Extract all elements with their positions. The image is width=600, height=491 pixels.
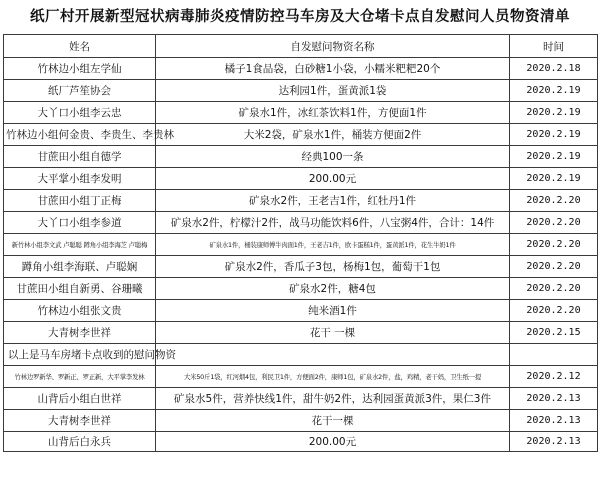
header-time: 时间: [510, 35, 598, 58]
donated-items-cell: 纯米酒1件: [156, 300, 510, 322]
donor-name-cell: 大平掌小组李发明: [4, 168, 156, 190]
date-cell: 2020.2.19: [510, 102, 598, 124]
donated-items-cell: 矿泉水2件，香瓜子3包，杨梅1包，葡萄干1包: [156, 256, 510, 278]
date-cell: 2020.2.20: [510, 278, 598, 300]
date-cell: 2020.2.20: [510, 212, 598, 234]
donated-items-cell: 200.00元: [156, 168, 510, 190]
table-row: [4, 212, 598, 234]
donated-items-cell: 矿泉水2件，王老吉1件，红牡丹1件: [156, 190, 510, 212]
table-row: [4, 234, 598, 256]
donated-items-cell: 矿泉水1件，桶装康师傅牛肉面1件，王老吉1件，欧卡蛋糕1件，蛋黄派1件，花生牛奶1件: [156, 234, 510, 256]
donated-items-cell: 花干一棵: [156, 410, 510, 432]
donated-items-cell: 200.00元: [156, 432, 510, 452]
table-row: [4, 432, 598, 452]
header-items: 自发慰问物资名称: [156, 35, 510, 58]
donor-name-cell: 竹林边小组左学仙: [4, 58, 156, 80]
donor-name-cell: 以上是马车房堵卡点收到的慰问物资: [4, 344, 156, 366]
donor-name-cell: 甘蔗田小组自德学: [4, 146, 156, 168]
donor-name-cell: 蹲角小组李海联、卢聪娴: [4, 256, 156, 278]
table-row: [4, 102, 598, 124]
table-row: [4, 124, 598, 146]
date-cell: 2020.2.18: [510, 58, 598, 80]
table-row: [4, 146, 598, 168]
table-row: [4, 58, 598, 80]
date-cell: 2020.2.19: [510, 124, 598, 146]
donor-name-cell: 甘蔗田小组自新勇、谷珊曦: [4, 278, 156, 300]
donated-items-cell: 矿泉水1件，冰红茶饮料1件，方便面1件: [156, 102, 510, 124]
donated-items-cell: 矿泉水2件，柠檬汁2件，战马功能饮料6件，八宝粥4件，合计：14件: [156, 212, 510, 234]
date-cell: 2020.2.19: [510, 80, 598, 102]
donor-name-cell: 大丫口小组李参道: [4, 212, 156, 234]
donor-name-cell: 竹林边罗新华、罗新正、罗正新，大平掌李发林: [4, 366, 156, 388]
date-cell: 2020.2.13: [510, 432, 598, 452]
donor-name-cell: 山背后小组白世祥: [4, 388, 156, 410]
donated-items-cell: 矿泉水2件，糖4包: [156, 278, 510, 300]
donated-items-cell: 大米50斤1袋，红河烟4包，利民卫1件，方便面2件，康师1包，矿泉水2件，盐，鸡精，老干妈，卫生纸一提: [156, 366, 510, 388]
table-row: [4, 388, 598, 410]
donor-name-cell: 纸厂芦笙协会: [4, 80, 156, 102]
table-row: [4, 300, 598, 322]
donor-name-cell: 甘蔗田小组丁正梅: [4, 190, 156, 212]
donor-name-cell: 竹林边小组何金贵、李贵生、李贵林: [4, 124, 156, 146]
donated-items-cell: 花干 一棵: [156, 322, 510, 344]
date-cell: [510, 344, 598, 366]
date-cell: 2020.2.15: [510, 322, 598, 344]
table-row: [4, 410, 598, 432]
donor-name-cell: 竹林边小组张文贵: [4, 300, 156, 322]
date-cell: 2020.2.13: [510, 410, 598, 432]
header-name: 姓名: [4, 35, 156, 58]
table-row: [4, 80, 598, 102]
table-row: [4, 278, 598, 300]
donated-items-cell: 矿泉水5件，营养快线1件，甜牛奶2件，达利园蛋黄派3件，果仁3件: [156, 388, 510, 410]
donated-items-cell: 橘子1食品袋，白砂糖1小袋，小糯米粑粑20个: [156, 58, 510, 80]
supply-list-table: [3, 34, 598, 452]
table-row: [4, 256, 598, 278]
donated-items-cell: 大米2袋，矿泉水1件，桶装方便面2件: [156, 124, 510, 146]
table-header-row: [4, 35, 598, 58]
table-row: [4, 190, 598, 212]
donor-name-cell: 大青树李世祥: [4, 410, 156, 432]
date-cell: 2020.2.20: [510, 190, 598, 212]
table-row: [4, 366, 598, 388]
donated-items-cell: 达利园1件，蛋黄派1袋: [156, 80, 510, 102]
table-row: [4, 322, 598, 344]
date-cell: 2020.2.19: [510, 168, 598, 190]
donated-items-cell: [156, 344, 510, 366]
table-row: [4, 168, 598, 190]
date-cell: 2020.2.19: [510, 146, 598, 168]
date-cell: 2020.2.20: [510, 300, 598, 322]
donor-name-cell: 大青树李世祥: [4, 322, 156, 344]
document-title: 纸厂村开展新型冠状病毒肺炎疫情防控马车房及大仓堵卡点自发慰问人员物资清单: [30, 9, 570, 25]
donated-items-cell: 经典100一条: [156, 146, 510, 168]
donor-name-cell: 山背后白永兵: [4, 432, 156, 452]
donor-name-cell: 大丫口小组李云忠: [4, 102, 156, 124]
date-cell: 2020.2.20: [510, 256, 598, 278]
date-cell: 2020.2.13: [510, 388, 598, 410]
date-cell: 2020.2.20: [510, 234, 598, 256]
donor-name-cell: 新竹林小组李文武 卢聪聪 蹲角小组李海芝 卢聪梅: [4, 234, 156, 256]
table-row: [4, 344, 598, 366]
date-cell: 2020.2.12: [510, 366, 598, 388]
